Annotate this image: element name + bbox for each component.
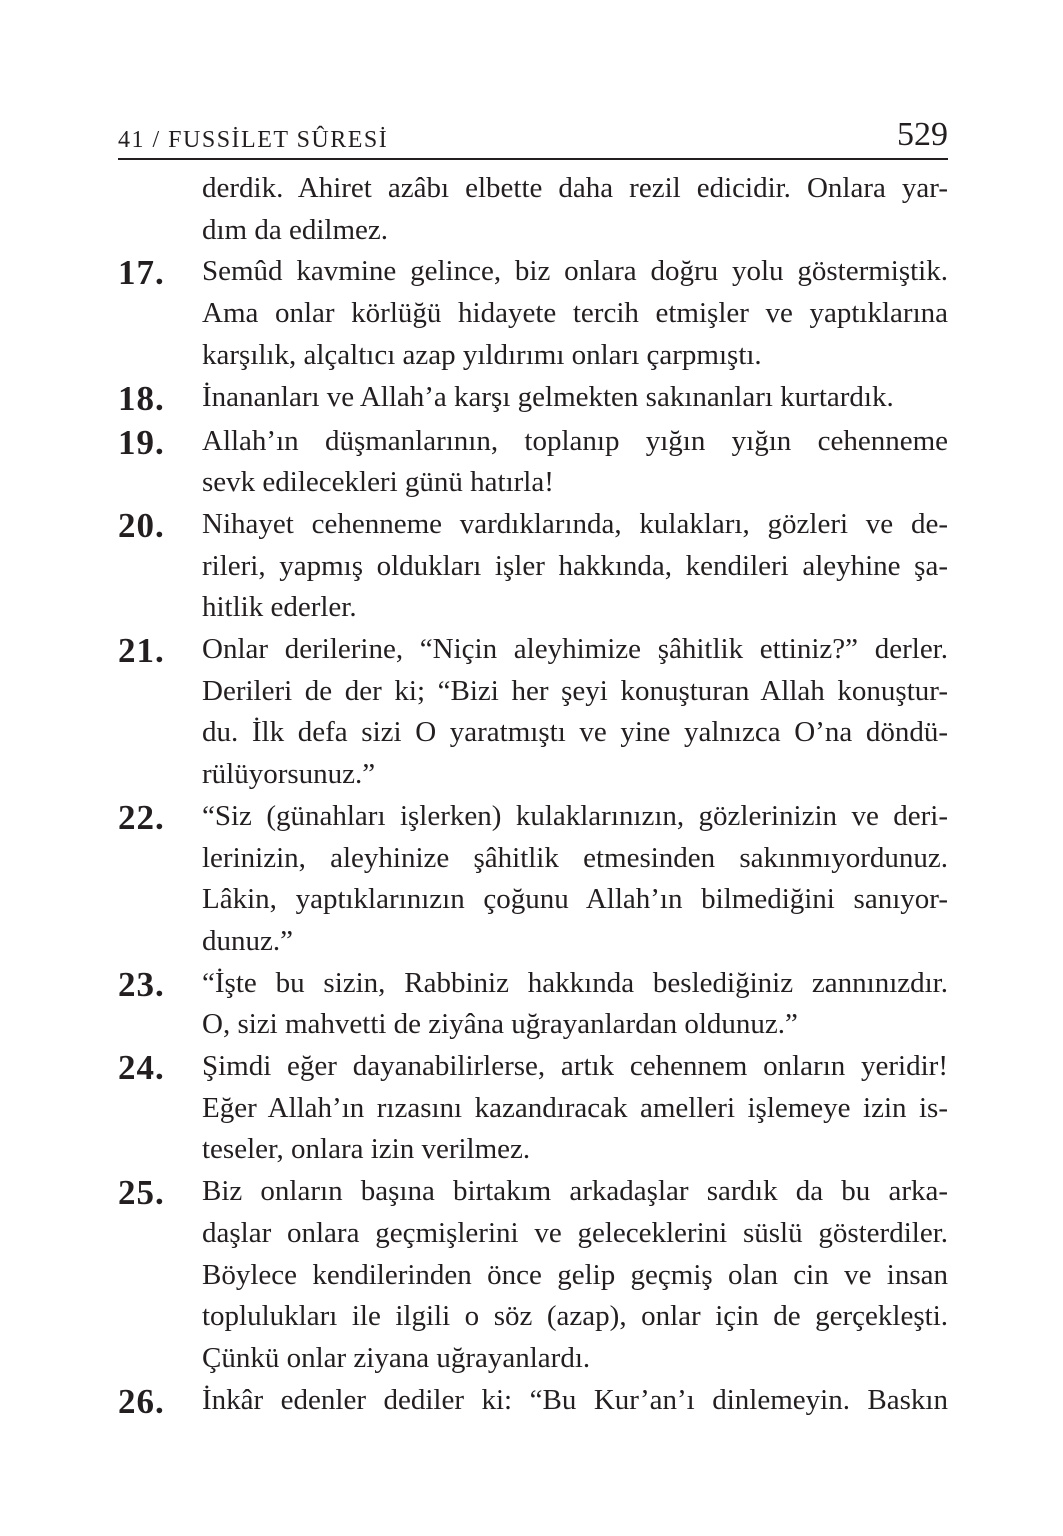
verse-line: toplulukları ile ilgili o söz (azap), onlar için de gerçekleşti. [202,1300,948,1333]
verse-block [118,1046,948,1171]
verse-number: 25. [118,1173,165,1213]
verse-number: 21. [118,631,165,671]
verse-text [202,1171,948,1380]
verse-text [202,1046,948,1171]
verse-line: Nihayet cehenneme vardıklarında, kulakları, gözleri ve de- [202,507,948,540]
verse-line: Şimdi eğer dayanabilirlerse, artık cehennem onların yeridir! [202,1050,948,1083]
verse-block [118,421,948,504]
verse-line: du. İlk defa sizi O yaratmıştı ve yine yalnızca O’na döndü- [202,716,948,749]
verse-line: rileri, yapmış oldukları işler hakkında, kendileri aleyhine şa- [202,549,948,582]
verse-text [202,796,948,963]
verse-text [202,251,948,376]
verse-line: Allah’ın düşmanlarının, toplanıp yığın yığın cehenneme [202,424,948,457]
verse-number: 18. [118,378,165,418]
verse-text [202,504,948,629]
verse-block [118,251,948,376]
verse-block [118,1380,948,1424]
verse-line: Onlar derilerine, “Niçin aleyhimize şâhitlik ettiniz?” derler. [202,633,948,666]
verse-block [118,1171,948,1380]
verse-text [202,963,948,1046]
verse-line: dunuz.” [202,924,293,957]
verse-line: Lâkin, yaptıklarınızın çoğunu Allah’ın bilmediğini sanıyor- [202,883,948,916]
verse-block [118,168,948,251]
verse-number: 20. [118,505,165,545]
verse-line: daşlar onlara geçmişlerini ve geleceklerini süslü gösterdiler. [202,1216,948,1249]
verse-line: derdik. Ahiret azâbı elbette daha rezil edicidir. Onlara yar- [202,172,948,204]
verse-block [118,504,948,629]
verse-text [202,421,948,504]
surah-title: 41 / FUSSİLET SÛRESİ [118,127,389,153]
verse-number: 22. [118,797,165,837]
verse-line: İnkâr edenler dediler ki: “Bu Kur’an’ı dinlemeyin. Baskın [202,1383,948,1416]
verse-line: “İşte bu sizin, Rabbiniz hakkında beslediğiniz zannınızdır. [202,966,948,999]
verse-number: 24. [118,1048,165,1088]
verse-number: 23. [118,964,165,1004]
verse-block [118,377,948,421]
verse-text [202,629,948,796]
verse-block [118,963,948,1046]
verse-text [202,168,948,251]
verse-block [118,629,948,796]
verse-line: lerinizin, aleyhinize şâhitlik etmesinden sakınmıyordunuz. [202,841,948,874]
verse-number: 19. [118,422,165,462]
verse-line: dım da edilmez. [202,213,389,246]
verse-line: sevk edilecekleri günü hatırla! [202,466,554,499]
verse-line: “Siz (günahları işlerken) kulaklarınızın, gözlerinizin ve deri- [202,799,948,832]
verse-line: Ama onlar körlüğü hidayete tercih etmişler ve yaptıklarına [202,297,948,330]
page-header [118,108,948,160]
page-number: 529 [897,116,948,153]
verse-line: karşılık, alçaltıcı azap yıldırımı onları çarpmıştı. [202,338,762,371]
verse-line: Böylece kendilerinden önce gelip geçmiş olan cin ve insan [202,1258,948,1291]
verse-line: hitlik ederler. [202,591,357,624]
verse-line: İnananları ve Allah’a karşı gelmekten sakınanları kurtardık. [202,380,894,413]
verse-line: Semûd kavmine gelince, biz onlara doğru yolu göstermiştik. [202,255,948,288]
verse-line: Derileri de der ki; “Bizi her şeyi konuşturan Allah konuştur- [202,674,948,707]
verse-line: Biz onların başına birtakım arkadaşlar sardık da bu arka- [202,1175,948,1208]
verse-block [118,796,948,963]
verse-line: teseler, onlara izin verilmez. [202,1133,531,1166]
verse-line: Eğer Allah’ın rızasını kazandıracak amelleri işlemeye izin is- [202,1091,948,1124]
verse-line: Çünkü onlar ziyana uğrayanlardı. [202,1341,591,1374]
verse-number: 17. [118,253,165,293]
verse-text [202,377,948,419]
verse-line: rülüyorsunuz.” [202,758,376,791]
verse-text [202,1380,948,1422]
verse-list [118,168,948,1424]
verse-number: 26. [118,1381,165,1421]
verse-line: O, sizi mahvetti de ziyâna uğrayanlardan oldunuz.” [202,1008,798,1041]
